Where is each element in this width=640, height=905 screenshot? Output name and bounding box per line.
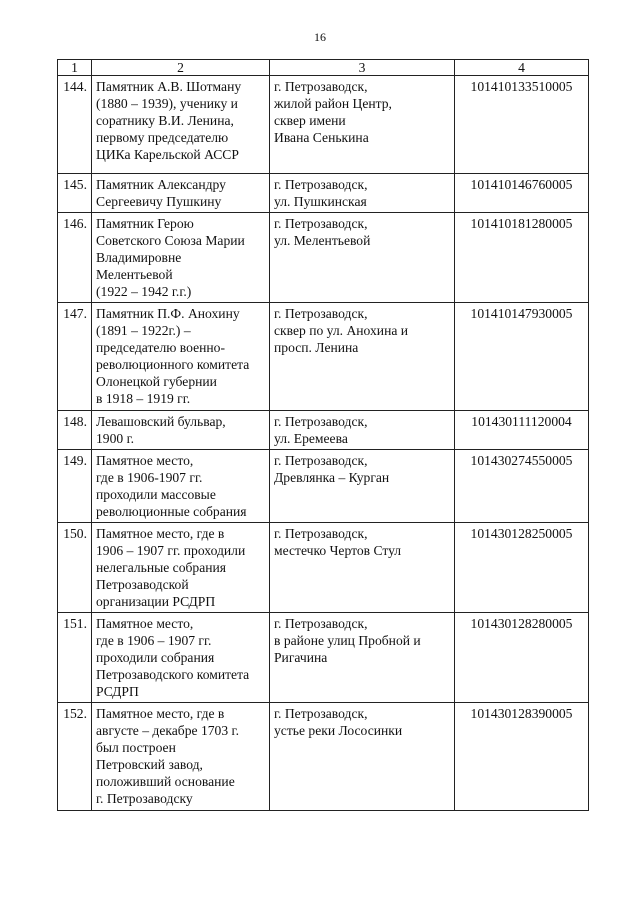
object-address: г. Петрозаводск, сквер по ул. Анохина и просп. Ленина [270,303,455,411]
row-number: 149. [58,450,92,523]
table-row [58,303,589,411]
object-name: Памятник Александру Сергеевичу Пушкину [92,174,270,213]
row-number: 146. [58,213,92,303]
object-address: г. Петрозаводск, в районе улиц Пробной и Ригачина [270,613,455,703]
registry-code: 101430128250005 [455,523,589,613]
row-number: 151. [58,613,92,703]
row-number: 148. [58,411,92,450]
heritage-registry-table [57,59,589,811]
registry-code: 101410133510005 [455,76,589,174]
object-address: г. Петрозаводск, устье реки Лососинки [270,703,455,811]
column-header-number: 1 [58,60,92,76]
object-name: Памятное место, где в августе – декабре 1703 г. был построен Петровский завод, положивший основание г. Петрозаводску [92,703,270,811]
object-name: Памятник П.Ф. Анохину (1891 – 1922г.) – председателю военно- революционного комитета Олонецкой губернии в 1918 – 1919 гг. [92,303,270,411]
table-row [58,174,589,213]
registry-code: 101430128280005 [455,613,589,703]
table-row [58,213,589,303]
object-name: Памятное место, где в 1906 – 1907 гг. проходили нелегальные собрания Петрозаводской организации РСДРП [92,523,270,613]
row-number: 147. [58,303,92,411]
table-row [58,411,589,450]
registry-code: 101430128390005 [455,703,589,811]
table-row [58,703,589,811]
object-name: Памятное место, где в 1906-1907 гг. проходили массовые революционные собрания [92,450,270,523]
column-header-code: 4 [455,60,589,76]
registry-code: 101410146760005 [455,174,589,213]
row-number: 150. [58,523,92,613]
table-row [58,76,589,174]
table-row [58,613,589,703]
row-number: 152. [58,703,92,811]
object-name: Памятное место, где в 1906 – 1907 гг. проходили собрания Петрозаводского комитета РСДРП [92,613,270,703]
column-header-address: 3 [270,60,455,76]
object-address: г. Петрозаводск, ул. Мелентьевой [270,213,455,303]
object-name: Левашовский бульвар, 1900 г. [92,411,270,450]
registry-code: 101410147930005 [455,303,589,411]
object-name: Памятник А.В. Шотману (1880 – 1939), ученику и соратнику В.И. Ленина, первому председателю ЦИКа Карельской АССР [92,76,270,174]
object-address: г. Петрозаводск, жилой район Центр, сквер имени Ивана Сенькина [270,76,455,174]
table-row [58,450,589,523]
object-address: г. Петрозаводск, ул. Пушкинская [270,174,455,213]
column-header-name: 2 [92,60,270,76]
registry-code: 101430111120004 [455,411,589,450]
object-name: Памятник Герою Советского Союза Марии Владимировне Мелентьевой (1922 – 1942 г.г.) [92,213,270,303]
row-number: 145. [58,174,92,213]
registry-code: 101430274550005 [455,450,589,523]
object-address: г. Петрозаводск, местечко Чертов Стул [270,523,455,613]
object-address: г. Петрозаводск, Древлянка – Курган [270,450,455,523]
registry-code: 101410181280005 [455,213,589,303]
row-number: 144. [58,76,92,174]
table-header-row [58,60,589,76]
table-row [58,523,589,613]
page-number: 16 [314,30,326,44]
object-address: г. Петрозаводск, ул. Еремеева [270,411,455,450]
